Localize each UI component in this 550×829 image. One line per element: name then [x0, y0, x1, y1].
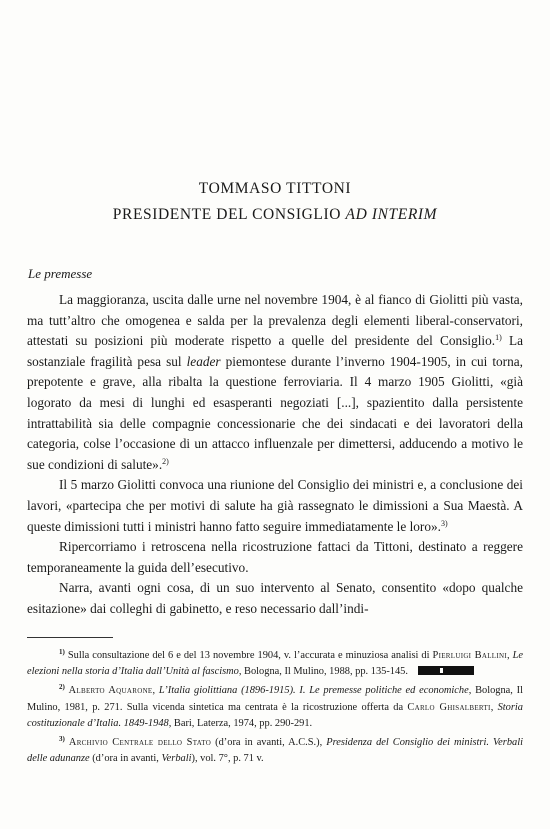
chapter-title — [0, 176, 550, 228]
footnote-ref-2: 2) — [162, 456, 169, 466]
title-line-1: TOMMASO TITTONI — [198, 180, 352, 197]
footnote-2-mark: 2) — [59, 683, 65, 692]
footnote-1-text-c: , Bologna, Il Mulino, 1988, pp. 135-145. — [238, 666, 408, 678]
footnote-2-text-a: , — [152, 685, 159, 697]
footnote-2-work-1: L’Italia giolittiana (1896-1915). I. Le premesse politiche ed economiche — [158, 685, 469, 697]
footnote-1 — [27, 648, 523, 680]
footnote-2-author-2: Carlo Ghisalberti — [407, 701, 491, 713]
footnote-2-text-b: , Bologna, Il Mulino, 1981, p. 271. Sulla vicenda sintetica ma centrata è la ricostruzione offerta da — [27, 685, 523, 713]
title-line-2-prefix: PRESIDENTE DEL CONSIGLIO — [112, 206, 346, 223]
footnote-2-work-2: Storia costituzionale d’Italia. 1849-1948 — [27, 701, 523, 729]
footnote-3 — [27, 735, 523, 767]
footnote-1-author: Pierluigi Ballini — [432, 650, 507, 661]
paragraph-3: Ripercorriamo i retroscena nella ricostruzione fattaci da Tittoni, destinato a reggere temporaneamente la guida dell’esecutivo. — [27, 539, 523, 575]
footnote-divider — [27, 637, 113, 638]
paragraph-2 — [27, 475, 523, 537]
footnotes — [27, 648, 523, 770]
redaction-mark — [418, 666, 474, 675]
footnote-1-work: Le elezioni nella storia d’Italia dall’Unità al fascismo — [27, 650, 523, 678]
p1-text-b: La sostanziale fragilità pesa sul — [27, 333, 523, 369]
footnote-2-author-1: Alberto Aquarone — [68, 685, 153, 697]
paragraph-4: Narra, avanti ogni cosa, di un suo intervento al Senato, consentito «dopo qualche esitazione» dai colleghi di gabinetto, e reso necessario dall’indi- — [27, 580, 523, 616]
footnote-3-mark: 3) — [59, 735, 65, 744]
body-text — [27, 290, 523, 620]
footnote-3-work-2: Verbali — [161, 753, 192, 765]
footnote-3-text-a: (d’ora in avanti, A.C.S.), — [211, 737, 327, 749]
footnote-ref-3: 3) — [440, 518, 448, 528]
footnote-3-work-1: Presidenza del Consiglio dei ministri. Verbali delle adunanze — [27, 737, 523, 765]
footnote-ref-1: 1) — [495, 333, 502, 343]
footnote-3-text-b: (d’ora in avanti, — [89, 753, 162, 765]
footnote-2 — [27, 683, 523, 732]
footnote-3-archive: Archivio Centrale dello Stato — [68, 737, 212, 749]
title-line-2-italic: AD INTERIM — [345, 206, 438, 223]
footnote-1-mark: 1) — [59, 648, 65, 656]
paragraph-1 — [27, 290, 523, 475]
title-line-2 — [0, 202, 550, 228]
p1-leader-word: leader — [186, 353, 221, 369]
section-heading: Le premesse — [28, 266, 93, 281]
footnote-1-text-b: , — [506, 650, 513, 661]
footnote-2-text-d: , Bari, Laterza, 1974, pp. 290-291. — [168, 717, 313, 729]
footnote-2-text-c: , — [490, 701, 498, 713]
footnote-3-text-c: ), vol. 7°, p. 71 v. — [191, 753, 264, 765]
p1-text-c: piemontese durante l’inverno 1904-1905, in cui torna, prepotente e grave, alla ribalta la questione ferroviaria. Il 4 marzo 1905 Giolitti, «già logorato da mesi di lunghi ed esasperanti negoziati [...], spazientito dalla persistente intrattabilità sia delle compagnie concessionarie che dei sindacati e dei lavoratori della categoria, colse l’occasione di un attacco influenzale per dimettersi, adducendo a motivo le sue condizioni di salute». — [27, 353, 523, 472]
p1-text-a: La maggioranza, uscita dalle urne nel novembre 1904, è al fianco di Giolitti più vasta, ma tutt’altro che omogenea e salda per la prevalenza degli elementi liberal-conservatori, attestati su posizioni più moderate rispetto a quelle del presidente del Consiglio. — [27, 292, 523, 349]
footnote-1-text-a: Sulla consultazione del 6 e del 13 novembre 1904, v. l’accurata e minuziosa analisi di — [64, 650, 433, 661]
p2-text: Il 5 marzo Giolitti convoca una riunione del Consiglio dei ministri e, a conclusione dei lavori, «partecipa che per motivi di salute ha già rassegnato le dimissioni a Sua Maestà. A queste dimissioni tutti i ministri hanno fatto seguire immediatamente le loro». — [27, 477, 523, 534]
